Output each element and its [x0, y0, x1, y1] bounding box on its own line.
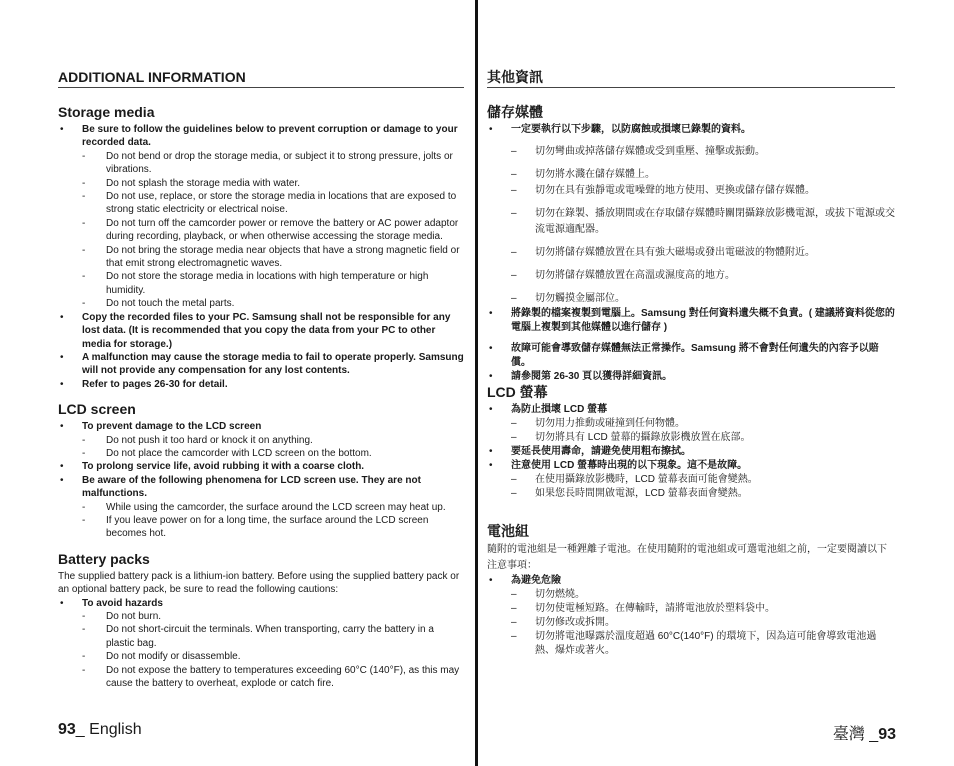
sub-list: [511, 588, 895, 658]
storage-media-list: [487, 123, 895, 384]
battery-list: [487, 574, 895, 658]
sub-item: – 切勿燃燒。: [511, 588, 895, 602]
bullet-text: 故障可能會導致儲存媒體無法正常操作。Samsung 將不會對任何遺失的內容予以賠償。: [511, 343, 879, 368]
list-item: [487, 459, 895, 501]
sub-item: – 切勿在具有強靜電或電噪聲的地方使用、更換或儲存儲存媒體。: [511, 183, 895, 199]
bullet-text: Be sure to follow the guidelines below to prevent corruption or damage to your recorded data.: [82, 124, 458, 149]
list-item: [487, 123, 895, 307]
sub-item: – 切勿觸摸金屬部位。: [511, 291, 895, 307]
battery-intro: The supplied battery pack is a lithium-ion battery. Before using the supplied battery pack or an optional battery pack, be sure to read the following cautions:: [58, 570, 460, 596]
section-heading: 其他資訊: [487, 68, 895, 88]
sub-list: [511, 417, 895, 445]
list-item: [58, 311, 464, 351]
storage-media-title: Storage media: [58, 104, 155, 120]
sub-item: – 如果您長時間開啟電源，LCD 螢幕表面會變熱。: [511, 487, 895, 501]
sub-item: - Do not burn.: [82, 610, 464, 623]
bullet-text: To prolong service life, avoid rubbing it with a coarse cloth.: [82, 461, 365, 473]
list-item: [487, 574, 895, 658]
list-item: [58, 597, 464, 691]
sub-list: [82, 610, 464, 690]
list-item: [487, 342, 895, 370]
battery-packs-title: Battery packs: [58, 550, 150, 567]
footer-language: 臺灣 _: [832, 726, 879, 743]
sub-list: [82, 150, 464, 311]
sub-item: - While using the camcorder, the surface around the LCD screen may heat up.: [82, 501, 464, 514]
sub-item: - Do not use, replace, or store the storage media in locations that are exposed to strong static electricity or electrical noise.: [82, 190, 464, 217]
lcd-screen-list: [487, 403, 895, 501]
list-item: [58, 474, 464, 541]
list-item: [58, 123, 464, 311]
sub-item: - Do not expose the battery to temperatures exceeding 60°C (140°F), as this may cause the battery to overheat, explode or catch fire.: [82, 664, 464, 691]
list-item: [487, 370, 895, 384]
bullet-text: A malfunction may cause the storage media to fail to operate properly. Samsung will not provide any compensation for any lost contents.: [82, 351, 464, 377]
sub-item: – 切勿將水濺在儲存媒體上。: [511, 167, 895, 183]
sub-item: – 切勿彎曲或掉落儲存媒體或受到重壓、撞擊或振動。: [511, 144, 895, 160]
list-item: [487, 307, 895, 335]
list-item: [58, 378, 464, 391]
lcd-screen-title: LCD screen: [58, 401, 136, 418]
footer-language: _ English: [75, 721, 142, 738]
page-footer-right: [833, 721, 896, 744]
bullet-text: 將錄製的檔案複製到電腦上。Samsung 對任何資料遺失概不負責。( 建議將資料從您的電腦上複製到其他媒體以進行儲存 ): [511, 308, 895, 333]
battery-intro: 隨附的電池組是一種鋰離子電池。在使用隨附的電池組或可選電池組之前，一定要閱讀以下注意事項：: [487, 544, 887, 571]
bullet-text: Be aware of the following phenomena for LCD screen use. They are not malfunctions.: [82, 474, 421, 500]
page-number: 93: [878, 726, 896, 743]
bullet-text: 一定要執行以下步驟，以防腐蝕或損壞已錄製的資料。: [511, 124, 751, 135]
page-footer-left: [58, 721, 142, 739]
bullet-text: To prevent damage to the LCD screen: [82, 421, 262, 433]
list-item: [487, 445, 895, 459]
sub-item: – 在使用攝錄放影機時，LCD 螢幕表面可能會變熱。: [511, 473, 895, 487]
storage-media-title: 儲存媒體: [487, 104, 543, 120]
bullet-text: 請參閱第 26-30 頁以獲得詳細資訊。: [511, 371, 673, 382]
sub-item: - Do not bend or drop the storage media, or subject it to strong pressure, jolts or vibrations.: [82, 150, 464, 177]
page-number: 93: [58, 721, 76, 738]
lcd-screen-list: [58, 420, 464, 541]
chinese-column: [487, 68, 895, 658]
bullet-text: Copy the recorded files to your PC. Samsung shall not be responsible for any lost data. (It is recommended that you copy the data from your PC to other media for storage.): [82, 311, 451, 350]
sub-item: – 切勿將具有 LCD 螢幕的攝錄放影機放置在底部。: [511, 431, 895, 445]
list-item: [58, 420, 464, 460]
sub-item: - Do not modify or disassemble.: [82, 650, 464, 663]
sub-item: – 切勿將儲存媒體放置在具有強大磁場或發出電磁波的物體附近。: [511, 245, 895, 261]
section-heading: ADDITIONAL INFORMATION: [58, 68, 464, 88]
sub-item: - Do not bring the storage media near objects that have a strong magnetic field or that emit strong electromagnetic waves.: [82, 244, 464, 271]
storage-media-list: [58, 123, 464, 391]
bullet-text: 為避免危險: [511, 575, 561, 586]
sub-list: [511, 473, 895, 501]
sub-item: - Do not turn off the camcorder power or remove the battery or AC power adaptor during recording, playback, or when otherwise accessing the storage media.: [82, 217, 464, 244]
lcd-screen-title: LCD 螢幕: [487, 384, 548, 400]
bullet-text: 要延長使用壽命，請避免使用粗布擦拭。: [511, 446, 691, 457]
english-column: [58, 68, 464, 690]
bullet-text: 注意使用 LCD 螢幕時出現的以下現象。這不是故障。: [511, 460, 748, 471]
sub-item: - Do not store the storage media in locations with high temperature or high humidity.: [82, 270, 464, 297]
sub-item: – 切勿用力推動或碰撞到任何物體。: [511, 417, 895, 431]
battery-packs-title: 電池組: [487, 523, 529, 539]
sub-item: - Do not place the camcorder with LCD screen on the bottom.: [82, 447, 464, 460]
list-item: [58, 351, 464, 378]
list-item: [487, 403, 895, 445]
sub-item: – 切勿將儲存媒體放置在高溫或濕度高的地方。: [511, 268, 895, 284]
sub-item: - Do not short-circuit the terminals. When transporting, carry the battery in a plastic bag.: [82, 623, 464, 650]
list-item: [58, 460, 464, 473]
bullet-text: To avoid hazards: [82, 597, 163, 609]
sub-item: – 切勿在錄製、播放期間或在存取儲存媒體時關閉攝錄放影機電源，或拔下電源或交流電源適配器。: [511, 206, 895, 238]
sub-list: [82, 501, 464, 541]
battery-list: [58, 597, 464, 691]
sub-item: - Do not splash the storage media with water.: [82, 177, 464, 190]
sub-item: – 切勿將電池曝露於溫度超過 60°C(140°F) 的環境下，因為這可能會導致電池過熱、爆炸或著火。: [511, 630, 895, 658]
sub-list: [82, 434, 464, 461]
column-divider: [475, 0, 478, 766]
sub-item: - If you leave power on for a long time, the surface around the LCD screen becomes hot.: [82, 514, 464, 541]
bullet-text: Refer to pages 26-30 for detail.: [82, 378, 228, 390]
sub-item: - Do not touch the metal parts.: [82, 297, 464, 310]
sub-item: – 切勿使電極短路。在傳輸時，請將電池放於塑料袋中。: [511, 602, 895, 616]
bullet-text: 為防止損壞 LCD 螢幕: [511, 404, 608, 415]
sub-item: – 切勿修改或拆開。: [511, 616, 895, 630]
sub-list: [511, 144, 895, 307]
sub-item: - Do not push it too hard or knock it on anything.: [82, 434, 464, 447]
